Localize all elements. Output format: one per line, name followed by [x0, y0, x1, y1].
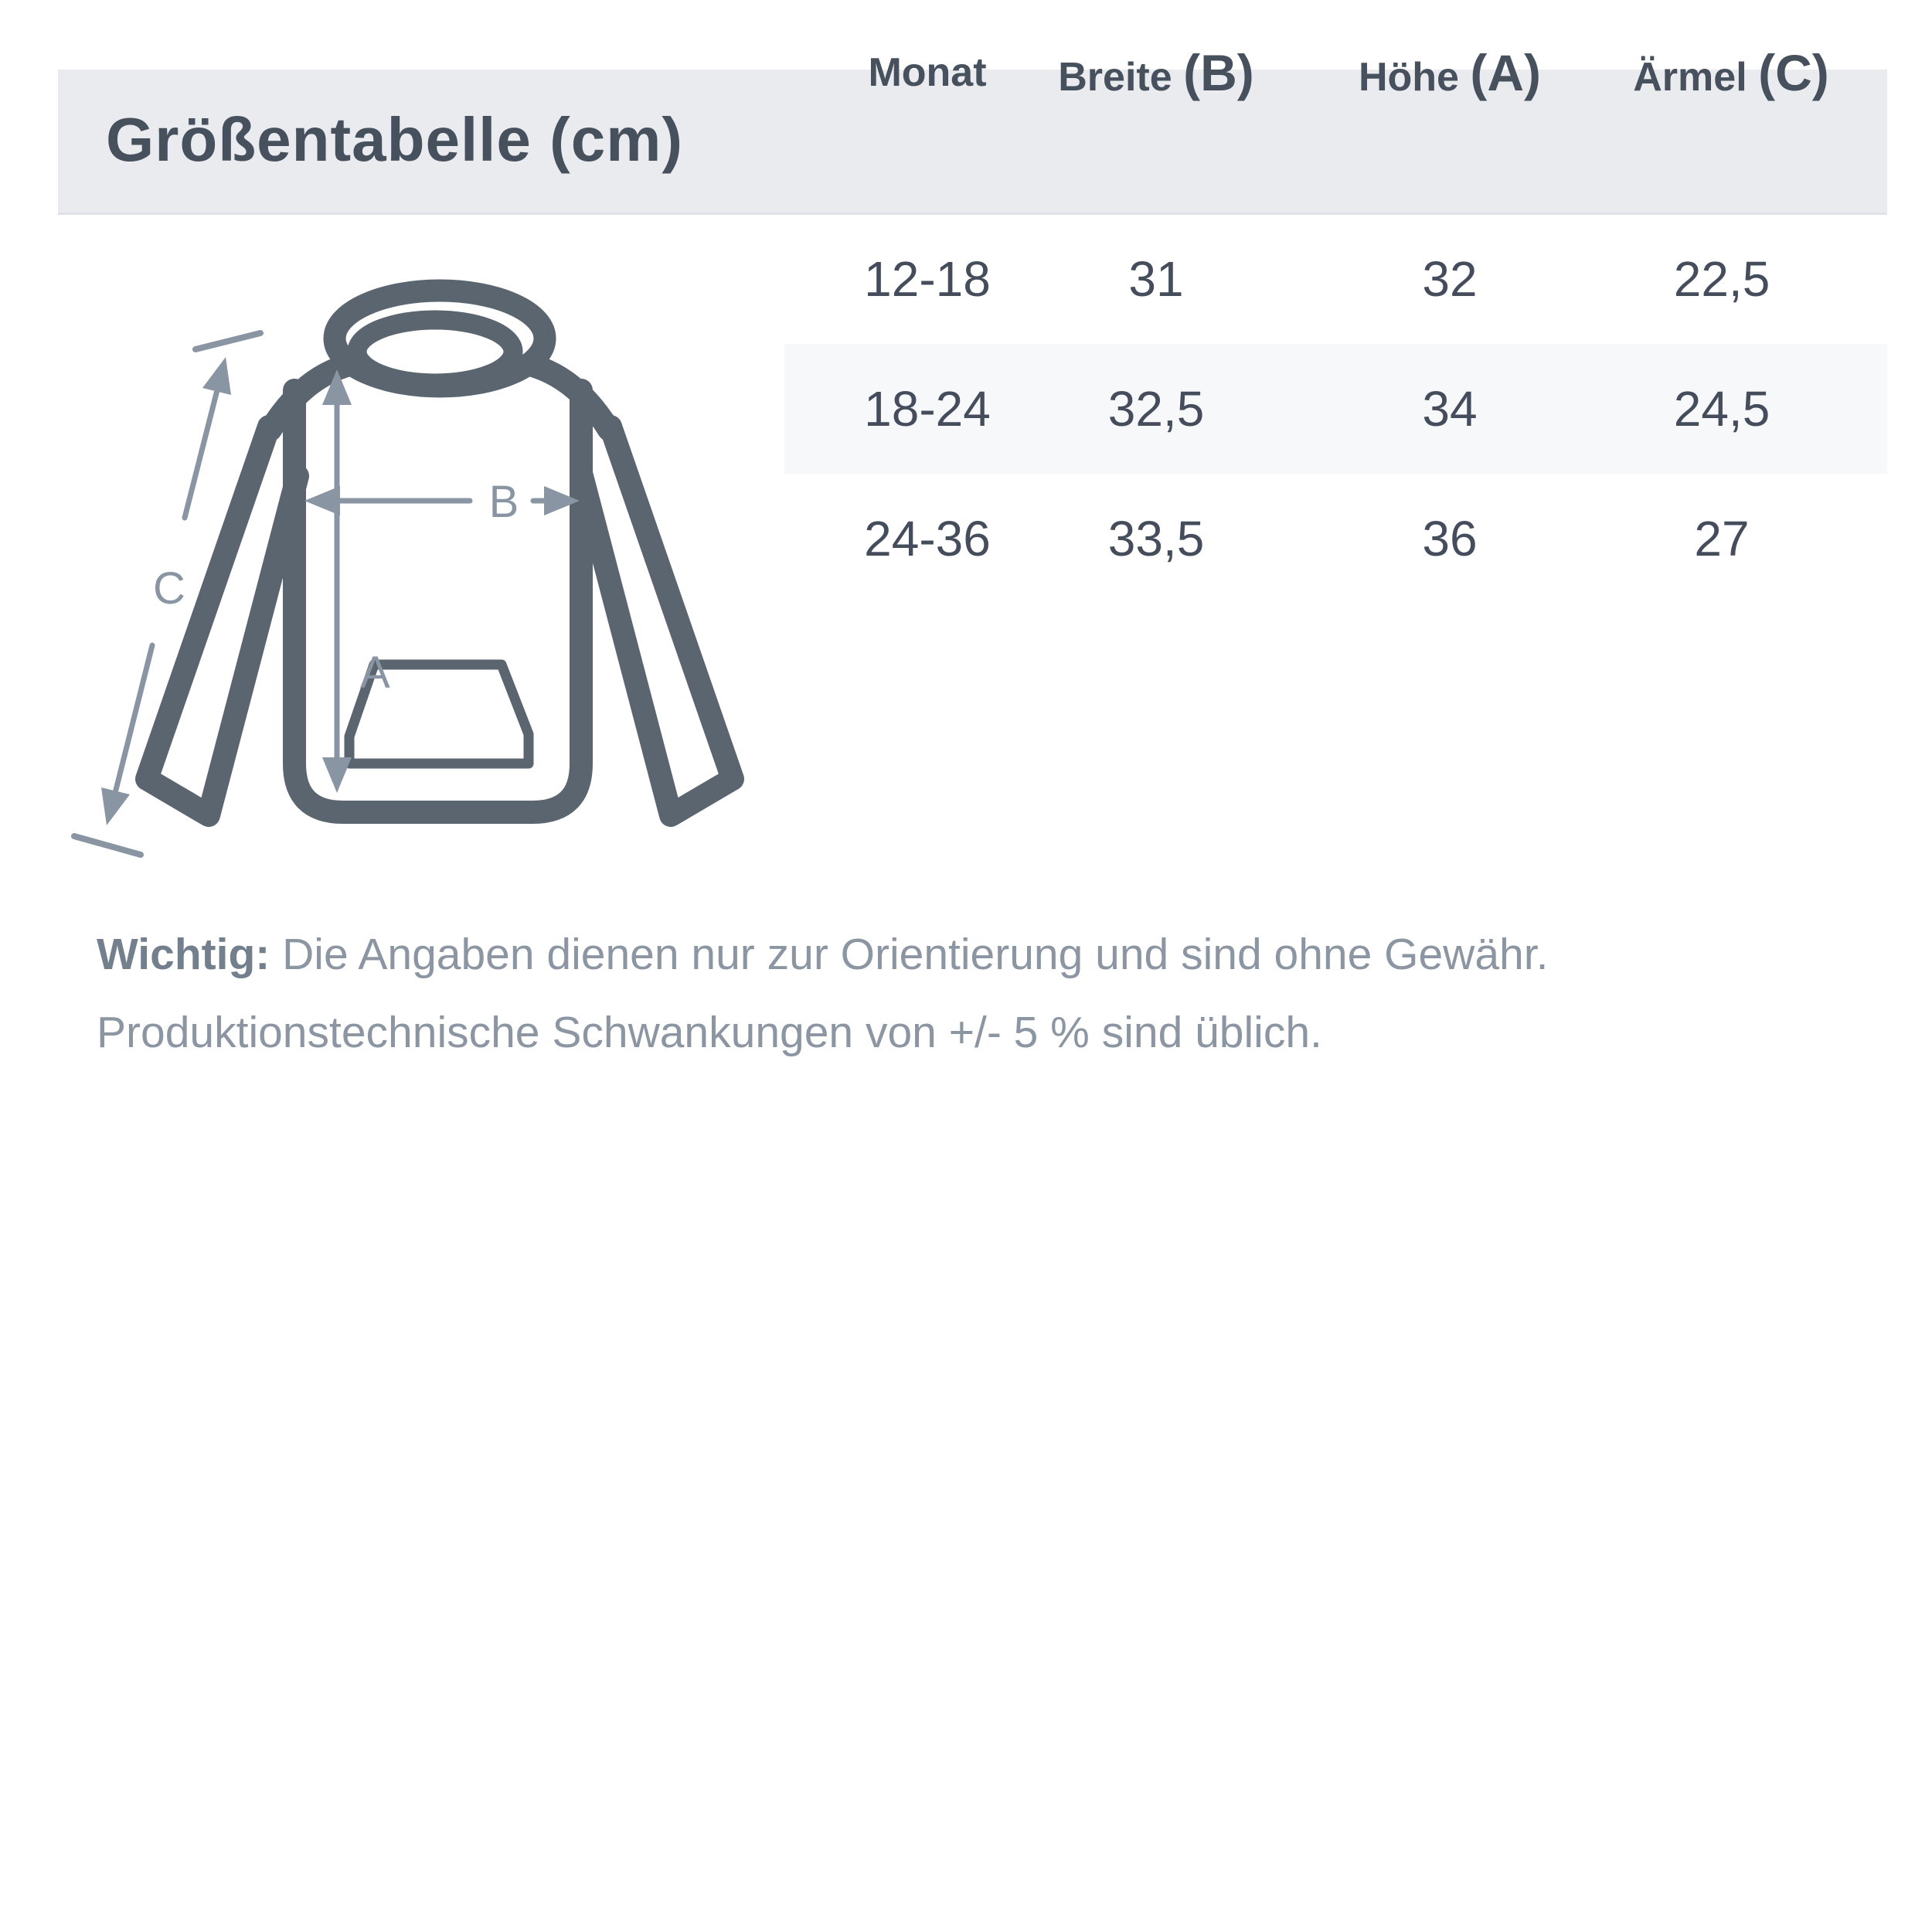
column-header-aermel: [1633, 43, 1828, 102]
column-header-breite: [1058, 43, 1253, 102]
hoodie-measurement-diagram: [46, 209, 858, 912]
column-header-hoehe: [1359, 43, 1541, 102]
cell-monat: 18-24: [864, 381, 991, 437]
cell-breite: 32,5: [1107, 381, 1205, 437]
cell-hoehe: 32: [1422, 251, 1478, 307]
column-header-label: Höhe: [1358, 55, 1459, 100]
column-header-label: Ärmel: [1633, 55, 1747, 100]
column-header-code: (A): [1470, 44, 1542, 101]
tick-top: [196, 333, 260, 349]
column-header-code: (C): [1758, 44, 1829, 101]
sleeve-arrow-c: [74, 333, 260, 855]
cell-aermel: 27: [1694, 511, 1750, 566]
label-c: C: [153, 563, 185, 614]
column-header-label: Monat: [868, 50, 987, 95]
disclaimer-line2: Produktionstechnische Schwankungen von +/- 5 % sind üblich.: [97, 1008, 1322, 1057]
label-a: A: [360, 648, 390, 698]
cell-aermel: 22,5: [1673, 251, 1770, 307]
column-header-label: Breite: [1058, 55, 1172, 100]
hoodie-right-sleeve: [582, 427, 733, 815]
disclaimer-note: [97, 916, 1866, 1072]
hoodie-left-sleeve: [147, 427, 298, 815]
page-title: Größentabelle (cm): [106, 104, 684, 174]
cell-aermel: 24,5: [1673, 381, 1770, 437]
column-header-monat: [868, 49, 986, 96]
cell-monat: 24-36: [864, 511, 991, 566]
cell-breite: 33,5: [1107, 511, 1205, 566]
hood-inner-roll: [357, 320, 513, 383]
tick-bottom: [74, 836, 141, 855]
cell-hoehe: 36: [1422, 511, 1478, 566]
cell-hoehe: 34: [1422, 381, 1478, 437]
disclaimer-line1: Die Angaben dienen nur zur Orientierung und sind ohne Gewähr.: [282, 930, 1549, 979]
cell-breite: 31: [1128, 251, 1184, 307]
width-arrow-b: [304, 477, 580, 527]
cell-monat: 12-18: [864, 251, 991, 307]
column-header-code: (B): [1183, 44, 1254, 101]
label-b: B: [488, 477, 519, 527]
disclaimer-label: Wichtig:: [97, 930, 270, 979]
